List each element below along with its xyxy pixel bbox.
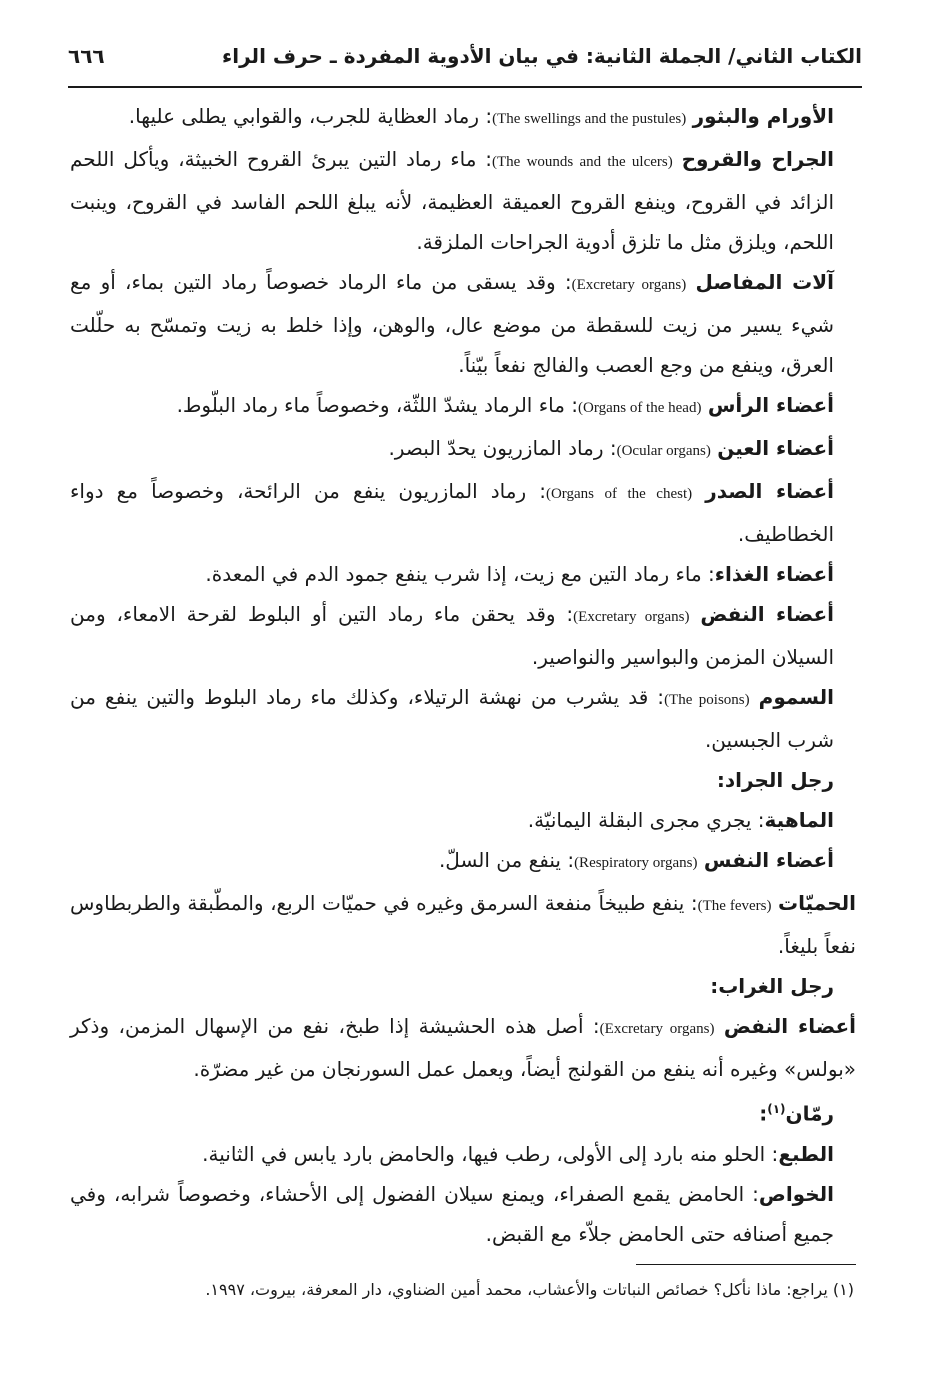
section-heading-crow-foot: رجل الغراب: <box>710 974 834 998</box>
footnote-rule <box>636 1264 856 1265</box>
entry-text: : رماد المازريون ينفع من الرائحة، وخصوصاً مع دواء الخطاطيف. <box>70 479 834 546</box>
heading-colon: : <box>759 1101 768 1126</box>
entry-text: : ماء رماد التين يبرئ القروح الخبيثة، ويأكل اللحم الزائد في القروح، وينفع القروح العميقة العظيمة، لأنه يبلغ اللحم الفاسد في القروح، وينبت اللحم، ويلزق مثل ما تلزق أدوية الجراحات الملزقة. <box>70 147 834 254</box>
entry-chest <box>70 471 856 554</box>
entry-term: أعضاء النفض <box>723 1014 856 1038</box>
entry-text: : وقد يحقن ماء رماد التين أو البلوط لقرحة الامعاء، ومن السيلان المزمن والبواسير والنواصير. <box>70 602 834 669</box>
entry-respiratory <box>70 840 856 883</box>
page-number: ٦٦٦ <box>68 44 105 68</box>
entry-text: : أصل هذه الحشيشة إذا طبخ، نفع من الإسهال المزمن، وذكر «بولس» وغيره أنه ينفع من القولنج أيضاً، ويعمل عمل السورنجان من غير مضرّة. <box>70 1014 856 1081</box>
footnote: (١) يراجع: ماذا نأكل؟ خصائص النباتات والأعشاب، محمد أمين الضناوي، دار المعرفة، بيروت، ١٩٩٧. <box>205 1280 854 1299</box>
entry-text: : قد يشرب من نهشة الرتيلاء، وكذلك ماء رماد البلوط والتين ينفع من شرب الجبسين. <box>70 685 834 752</box>
entry-term: السموم <box>758 685 834 709</box>
entry-head <box>70 385 856 428</box>
entry-properties <box>70 1174 856 1254</box>
entry-english: (The wounds and the ulcers) <box>492 154 673 170</box>
entry-excretion-crow <box>70 1006 856 1089</box>
entry-wounds <box>70 139 856 262</box>
entry-text: : وقد يسقى من ماء الرماد خصوصاً رماد التين بماء، أو مع شيء يسير من زيت للسقطة من موضع عال، والوهن، وإذا خلط به زيت وتمسّح به حلّلت العرق، وينفع من وجع العصب والفالج نفعاً بيّناً. <box>70 270 834 377</box>
entry-text: : رماد العظاية للجرب، والقوابي يطلى عليها. <box>128 104 493 128</box>
section-heading-locust-foot: رجل الجراد: <box>716 768 834 792</box>
entry-text: : ينفع من السلّ. <box>438 848 575 872</box>
running-header <box>68 36 862 76</box>
entry-joints <box>70 262 856 385</box>
entry-text: : يجري مجرى البقلة اليمانيّة. <box>527 808 765 832</box>
page-body <box>70 96 856 1254</box>
entry-term: الطبع <box>778 1141 834 1166</box>
entry-term: الجراح والقروح <box>681 147 835 171</box>
entry-text: : ينفع طبيخاً منفعة السرمق وغيره في حميّات الربع، والمطّبقة والطربطاوس نفعاً بليغاً. <box>70 891 856 958</box>
entry-english: (Excretary organs) <box>599 1021 715 1037</box>
entry-poisons <box>70 677 856 760</box>
entry-term: أعضاء الصدر <box>705 479 835 503</box>
entry-swellings <box>70 96 856 139</box>
entry-english: (The swellings and the pustules) <box>492 111 687 127</box>
entry-english: (Ocular organs) <box>616 443 711 459</box>
header-title: الكتاب الثاني/ الجملة الثانية: في بيان الأدوية المفردة ـ حرف الراء <box>222 44 862 68</box>
header-rule <box>68 86 862 88</box>
entry-term: آلات المفاصل <box>695 270 834 294</box>
entry-temperament <box>70 1134 856 1174</box>
entry-term: الخواص <box>758 1181 834 1206</box>
entry-term: أعضاء العين <box>717 436 834 460</box>
entry-text: : الحامض يقمع الصفراء، ويمنع سيلان الفضول إلى الأحشاء، وخصوصاً شرابه، وفي جميع أصنافه حتى الحامض جلاّء مع القبض. <box>70 1181 834 1246</box>
entry-term: الحميّات <box>778 891 856 915</box>
entry-term: أعضاء النفض <box>700 602 834 626</box>
entry-term: الماهية <box>764 808 834 832</box>
entry-nutrition <box>70 554 856 594</box>
section-heading-pomegranate <box>70 1089 856 1134</box>
entry-english: (Excretary organs) <box>573 609 690 625</box>
entry-eye <box>70 428 856 471</box>
entry-english: (Organs of the chest) <box>545 486 693 502</box>
entry-term: الأورام والبثور <box>692 104 834 128</box>
entry-text: : رماد المازريون يحدّ البصر. <box>388 436 617 460</box>
entry-english: (Respiratory organs) <box>574 855 698 871</box>
entry-excretion <box>70 594 856 677</box>
entry-english: (The poisons) <box>664 692 750 708</box>
entry-term: أعضاء النفس <box>703 848 834 872</box>
entry-text: : الحلو منه بارد إلى الأولى، رطب فيها، والحامض بارد يابس في الثانية. <box>202 1141 779 1166</box>
entry-text: : ماء الرماد يشدّ اللثّة، وخصوصاً ماء رماد البلّوط. <box>176 393 579 417</box>
entry-term: أعضاء الغذاء <box>714 562 834 586</box>
entry-term: أعضاء الرأس <box>707 393 834 417</box>
heading-text: رمّان <box>785 1101 834 1126</box>
entry-english: (Organs of the head) <box>578 400 702 416</box>
entry-text: : ماء رماد التين مع زيت، إذا شرب ينفع جمود الدم في المعدة. <box>205 562 715 586</box>
entry-english: (Excretary organs) <box>571 277 687 293</box>
footnote-reference[interactable]: (١) <box>767 1102 786 1116</box>
entry-english: (The fevers) <box>697 898 772 914</box>
entry-fevers <box>70 883 856 966</box>
entry-nature <box>70 800 856 840</box>
